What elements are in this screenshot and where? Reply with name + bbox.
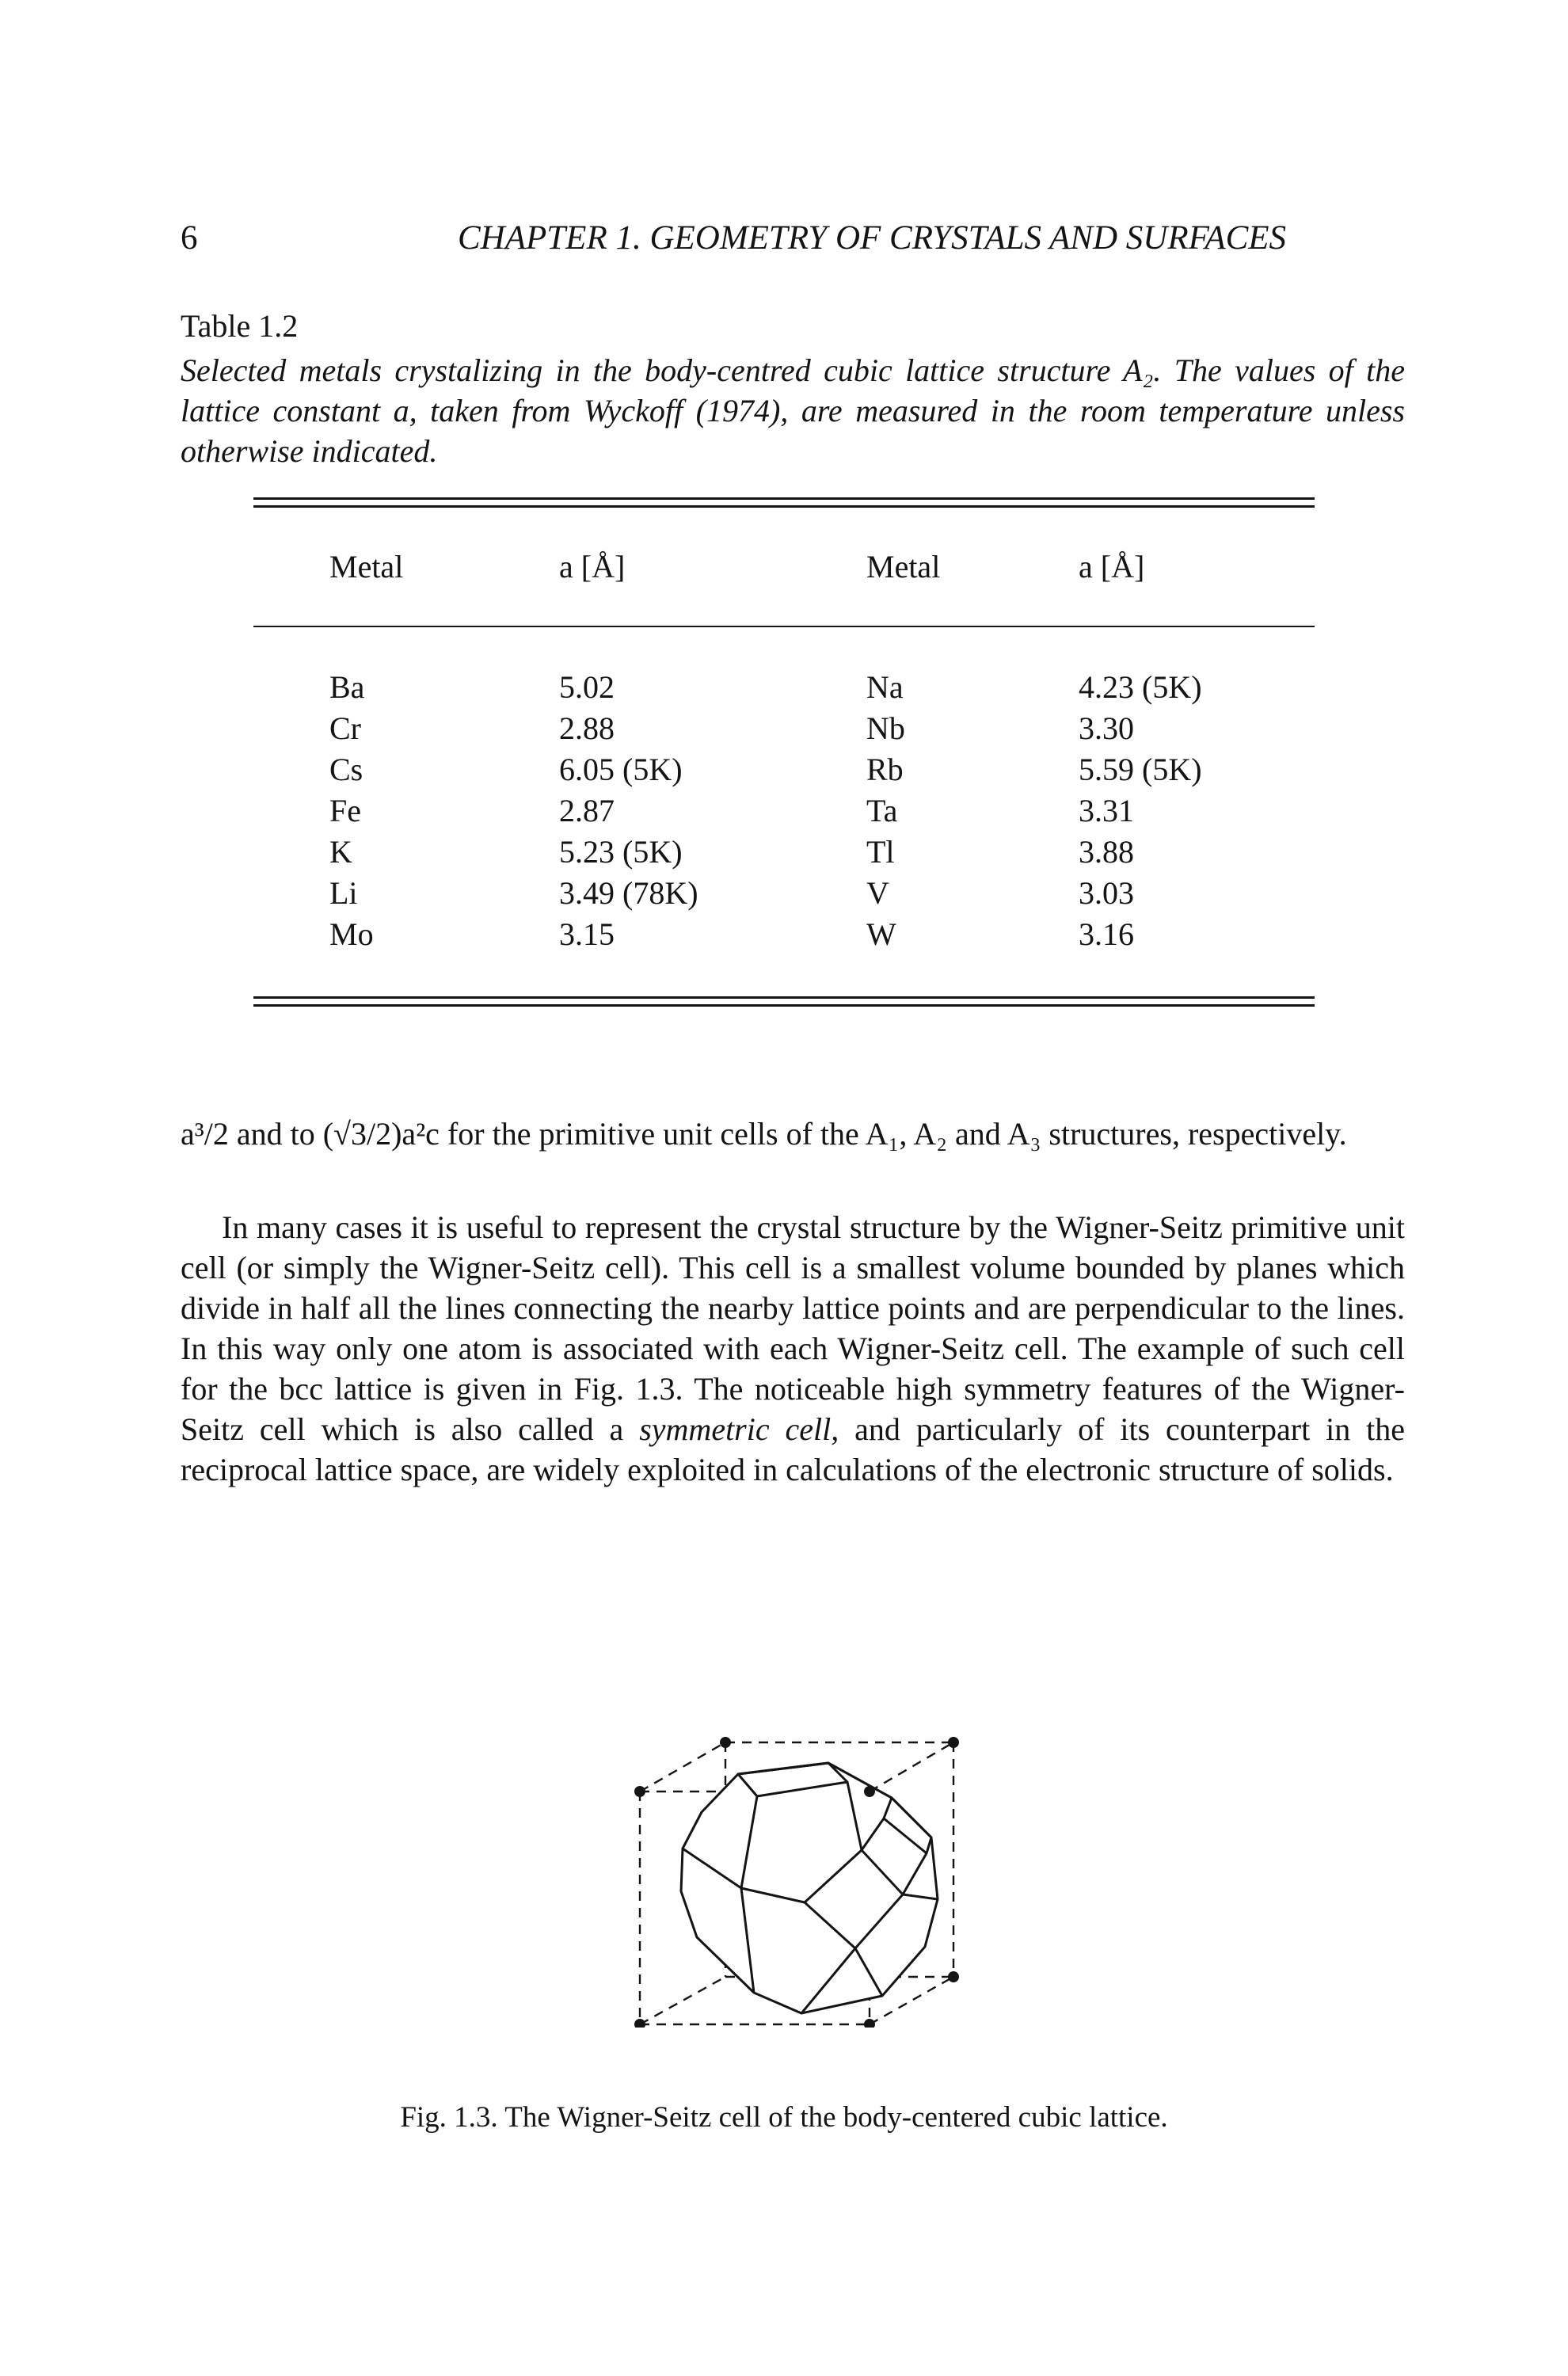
table-caption: Selected metals crystalizing in the body-centred cubic lattice structure A₂. The values of the lattice constant a, taken from Wyckoff (1974), are measured in the room temperature unless otherwise indicated. — [181, 352, 1405, 469]
continuation-paragraph — [181, 1114, 1405, 1154]
table-header-rule — [253, 626, 1315, 627]
table-cell: 3.16 — [1079, 916, 1134, 952]
table-cell: Cs — [329, 752, 363, 787]
wigner-seitz-paragraph — [181, 1207, 1405, 1490]
table-cell: 2.87 — [559, 793, 615, 828]
table-cell: 3.03 — [1079, 875, 1134, 911]
paragraph-text-1: In many cases it is useful to represent the crystal structure by the Wigner-Seitz primitive unit cell (or simply the Wigner-Seitz cell). This cell is a smallest volume bounded by planes which divide in half all the lines connecting the nearby lattice points and are perpendicular to the lines. In this way only one atom is associated with each Wigner-Seitz cell. The example of such cell for the bcc lattice is given in Fig. 1.3. The noticeable high symmetry features of the Wigner-Seitz cell which is also called a — [181, 1209, 1405, 1447]
table-cell: 3.30 — [1079, 710, 1134, 746]
table-cell: 2.88 — [559, 710, 615, 746]
table-bottom-rule-1 — [253, 996, 1315, 999]
table-cell: 5.02 — [559, 669, 615, 705]
table-header-metal-2: Metal — [866, 549, 941, 584]
table-cell: Ta — [866, 793, 898, 828]
page-number: 6 — [181, 219, 198, 257]
table-cell: Fe — [329, 793, 361, 828]
table-header-a-1: a [Å] — [559, 549, 626, 584]
table-cell: K — [329, 834, 352, 870]
table-cell: Mo — [329, 916, 374, 952]
table-cell: 6.05 (5K) — [559, 752, 683, 787]
table-cell: 5.23 (5K) — [559, 834, 683, 870]
table-header-metal-1: Metal — [329, 549, 404, 584]
table-bottom-rule-2 — [253, 1004, 1315, 1007]
table-column-metal-1 — [329, 667, 374, 955]
table-cell: V — [866, 875, 889, 911]
table-cell: Nb — [866, 710, 905, 746]
table-cell: 4.23 (5K) — [1079, 669, 1202, 705]
continuation-text: for the primitive unit cells of the A₁, A₂ and A₃ structures, respectively. — [439, 1116, 1347, 1152]
table-cell: Na — [866, 669, 904, 705]
truncated-octahedron — [681, 1763, 938, 2013]
table-column-metal-2 — [866, 667, 905, 955]
paragraph-italic-term: symmetric cell, — [639, 1411, 839, 1447]
table-header-a-2: a [Å] — [1079, 549, 1145, 584]
table-cell: Ba — [329, 669, 365, 705]
table-top-rule-2 — [253, 505, 1315, 508]
paragraph-text-2: and particularly of its counterpart in the reciprocal lattice space, are widely exploited in calculations of the electronic structure of solids. — [181, 1411, 1405, 1487]
table-column-a-2 — [1079, 667, 1202, 955]
inline-math: a³/2 and to (√3/2)a²c — [181, 1116, 440, 1152]
table-cell: Rb — [866, 752, 904, 787]
wigner-seitz-cell-figure — [626, 1727, 990, 2028]
table-cell: 5.59 (5K) — [1079, 752, 1202, 787]
table-column-a-1 — [559, 667, 698, 955]
table-cell: 3.15 — [559, 916, 615, 952]
table-top-rule-1 — [253, 497, 1315, 500]
table-cell: 3.49 (78K) — [559, 875, 698, 911]
figure-caption: Fig. 1.3. The Wigner-Seitz cell of the body-centered cubic lattice. — [400, 2101, 1168, 2134]
table-cell: 3.31 — [1079, 793, 1134, 828]
table-cell: Cr — [329, 710, 361, 746]
table-cell: W — [866, 916, 896, 952]
table-cell: 3.88 — [1079, 834, 1134, 870]
table-label: Table 1.2 — [181, 308, 299, 344]
table-cell: Li — [329, 875, 358, 911]
running-head: CHAPTER 1. GEOMETRY OF CRYSTALS AND SURFACES — [458, 219, 1287, 257]
table-cell: Tl — [866, 834, 895, 870]
